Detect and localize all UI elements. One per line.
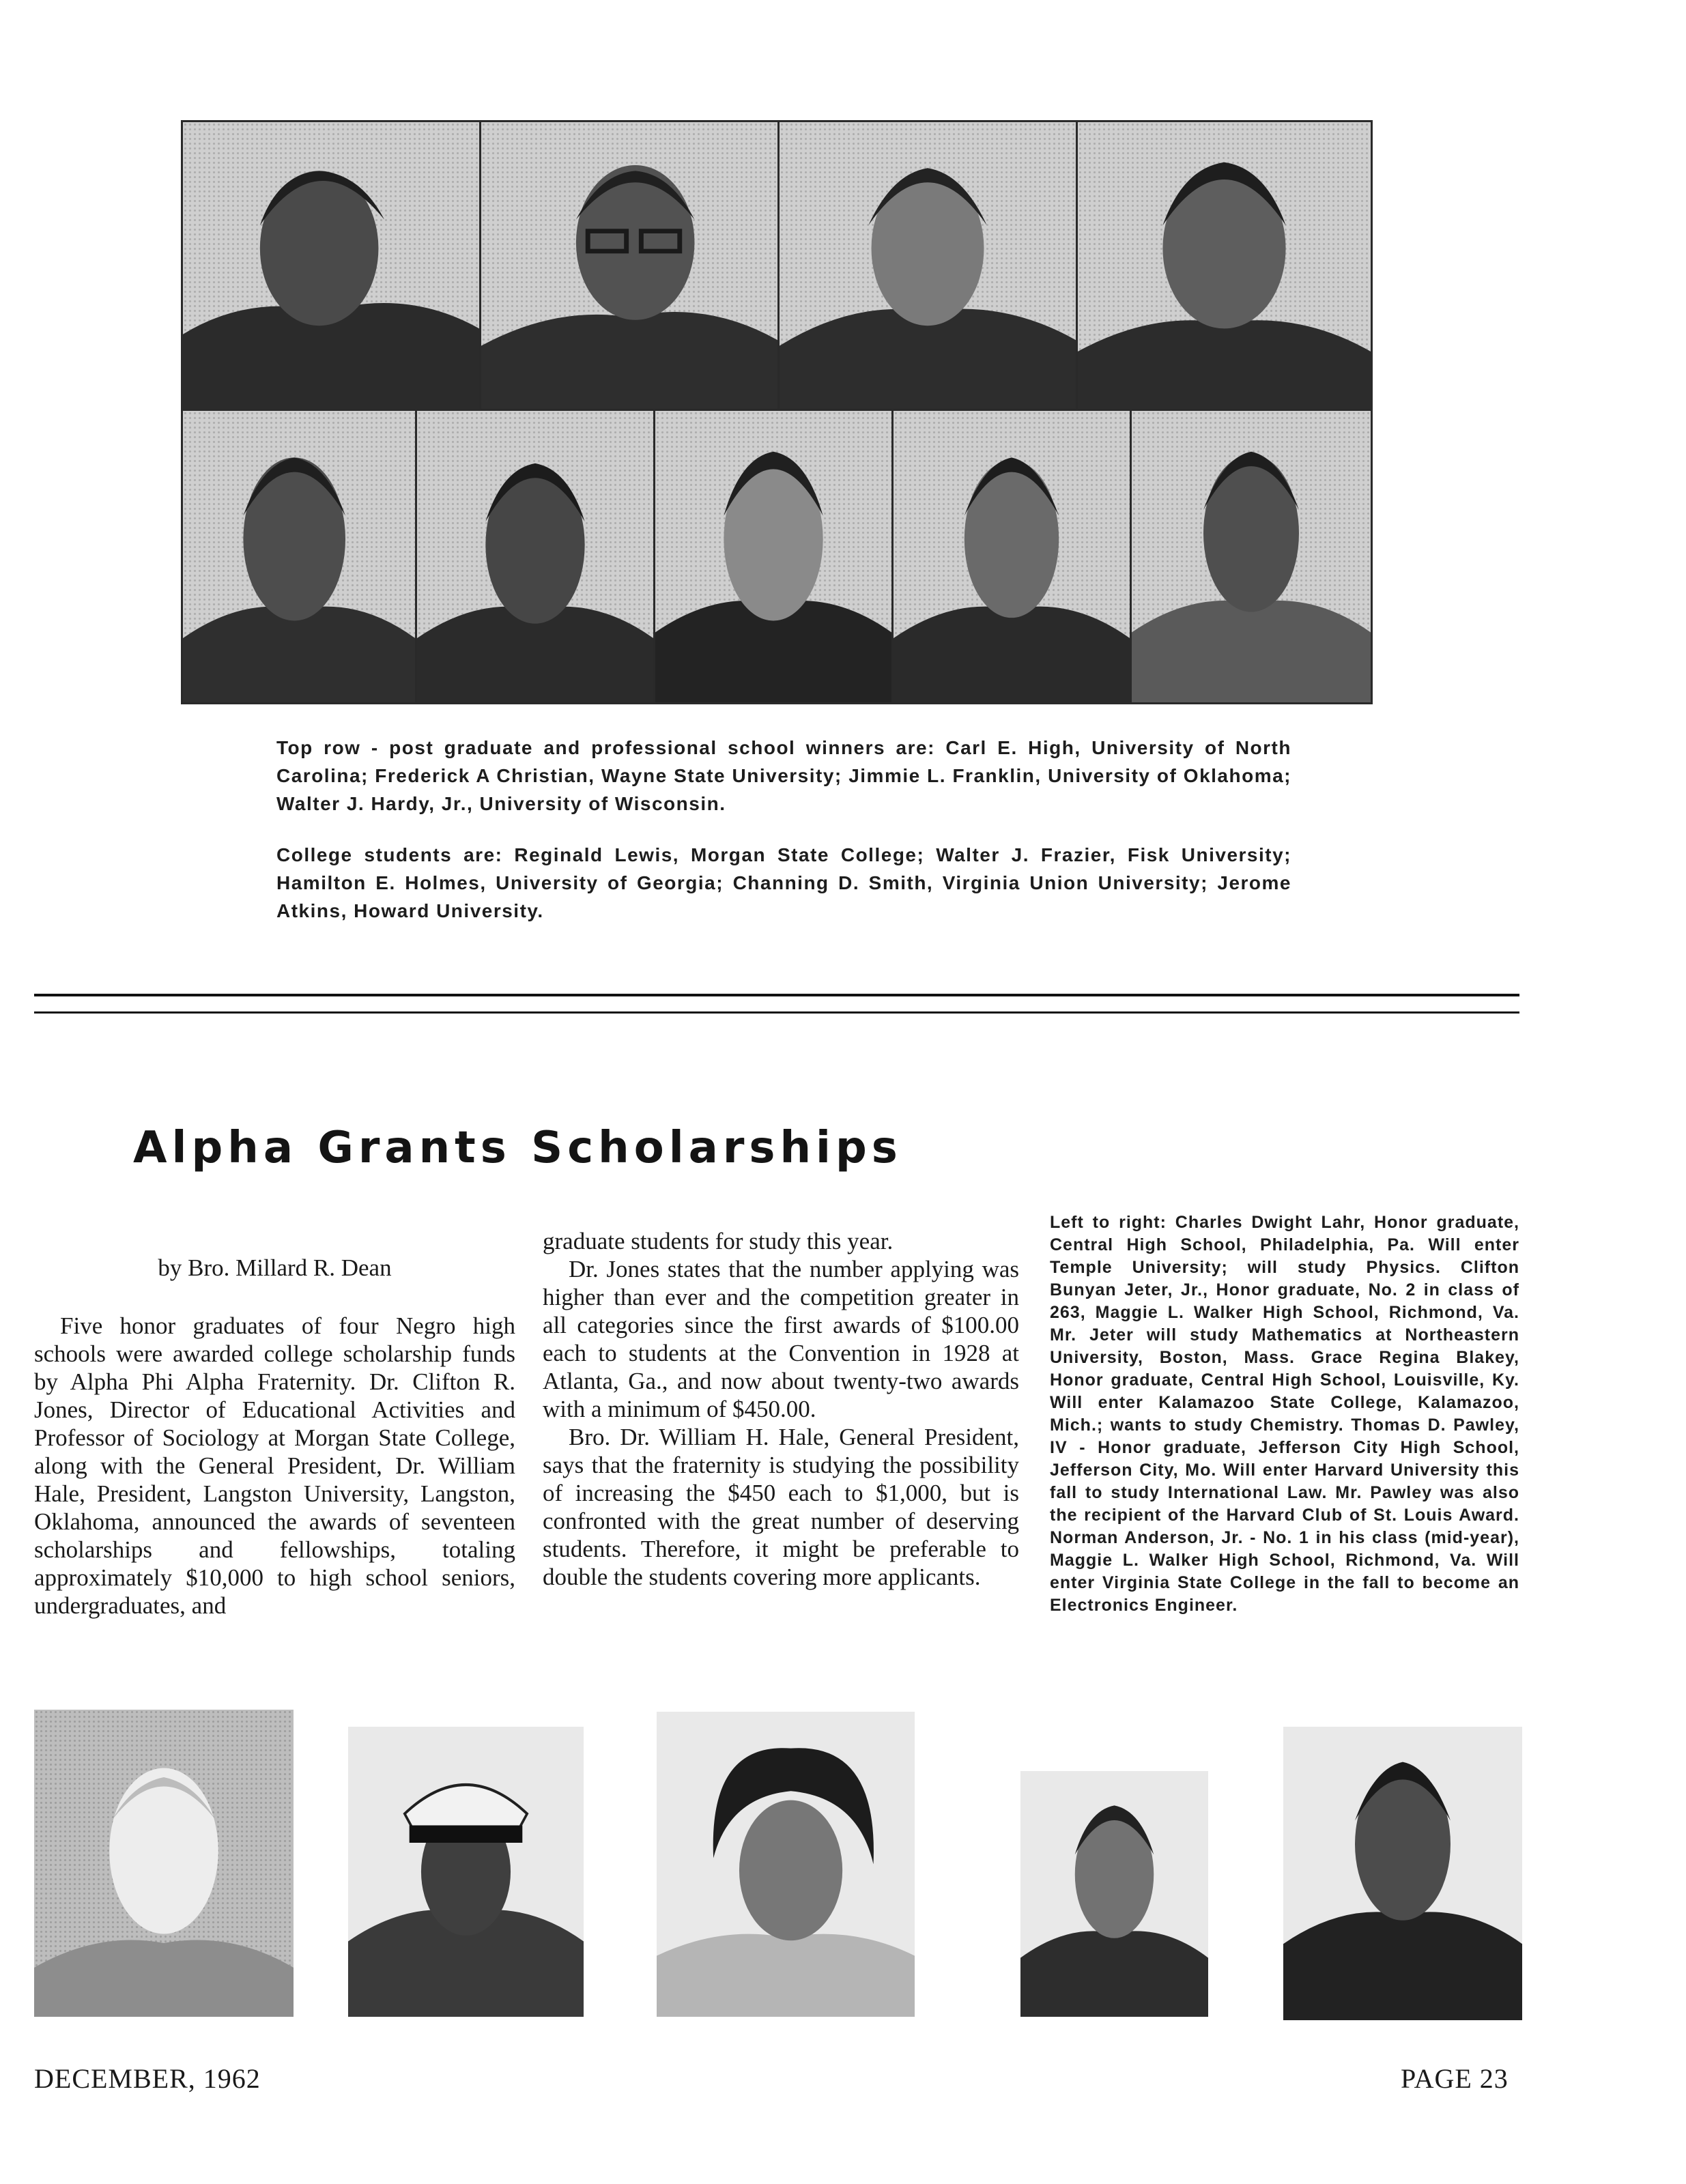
portrait-photo [417, 411, 653, 702]
portrait-photo [1020, 1771, 1208, 2017]
caption-paragraph-postgraduate: Top row - post graduate and professional school winners are: Carl E. High, University of North Carolina; Frederick A Christian, Wayne State University; Jimmie L. Franklin, University of Oklahoma; Walter J. Hardy, Jr., University of Wisconsin. [276, 737, 1291, 814]
portrait-photo [655, 411, 891, 702]
portrait-photo [348, 1727, 584, 2017]
portrait-photo [183, 122, 479, 409]
article-byline: by Bro. Millard R. Dean [158, 1254, 392, 1281]
caption-left-to-right: Left to right: Charles Dwight Lahr, Honor graduate, Central High School, Philadelphia, Pa. Will enter Temple University; will study Physics. Clifton Bunyan Jeter, Jr., Honor graduate, No. 2 in class of 263, Maggie L. Walker High School, Richmond, Va. Mr. Jeter will study Mathematics at Northeastern University, Boston, Mass. Grace Regina Blakey, Honor graduate, Central High School, Louisville, Ky. Will enter Kalamazoo State College, Kalamazoo, Mich.; wants to study Chemistry. Thomas D. Pawley, IV - Honor graduate, Jefferson City High School, Jefferson City, Mo. Will enter Harvard University this fall to study International Law. Mr. Pawley was also the recipient of the Harvard Club of St. Louis Award. Norman Anderson, Jr. - No. 1 in his class (mid-year), Maggie L. Walker High School, Richmond, Va. Will enter Virginia State College in the fall to become an Electronics Engineer. [1050, 1213, 1519, 1615]
article-column-2 [543, 1227, 1019, 1591]
section-divider-bottom [34, 1011, 1519, 1014]
article-headline: Alpha Grants Scholarships [133, 1123, 902, 1173]
top-photo-grid [181, 120, 1373, 704]
issue-date: DECEMBER, 1962 [34, 2063, 261, 2094]
scholar-photo-caption [1050, 1211, 1519, 1617]
portrait-photo [1132, 411, 1371, 702]
caption-paragraph-college: College students are: Reginald Lewis, Morgan State College; Walter J. Frazier, Fisk University; Hamilton E. Holmes, University of Georgia; Channing D. Smith, Virginia Union University; Jerome Atkins, Howard University. [276, 844, 1291, 921]
portrait-photo [1078, 122, 1371, 409]
top-photo-caption [276, 734, 1291, 925]
portrait-photo [1283, 1727, 1522, 2020]
page-number: PAGE 23 [1401, 2063, 1509, 2094]
section-divider-top [34, 994, 1519, 996]
portrait-photo [780, 122, 1076, 409]
portrait-photo [183, 411, 415, 702]
column-2-paragraph-1: graduate students for study this year. [543, 1228, 894, 1254]
portrait-photo [657, 1712, 915, 2017]
portrait-photo [34, 1710, 294, 2017]
column-2-paragraph-2: Dr. Jones states that the number applying was higher than ever and the competition greater in all categories since the first awards of $100.00 each to students at the Convention in 1928 at Atlanta, Ga., and now about twenty-two awards with a minimum of $450.00. [543, 1256, 1019, 1422]
column-2-paragraph-3: Bro. Dr. William H. Hale, General President, says that the fraternity is studying the possibility of increasing the $450 each to $1,000, but is confronted with the great number of deserving students. Therefore, it might be preferable to double the students covering more applicants. [543, 1424, 1019, 1590]
portrait-photo [481, 122, 777, 409]
column-1-paragraph: Five honor graduates of four Negro high schools were awarded college scholarship funds by Alpha Phi Alpha Fraternity. Dr. Clifton R. Jones, Director of Educational Activities and Professor of Sociology at Morgan State College, along with the General President, Dr. William Hale, President, Langston University, Langston, Oklahoma, announced the awards of seventeen scholarships and fellowships, totaling approximately $10,000 to high school seniors, undergraduates, and [34, 1312, 515, 1619]
article-column-1 [34, 1312, 515, 1620]
portrait-photo [894, 411, 1130, 702]
